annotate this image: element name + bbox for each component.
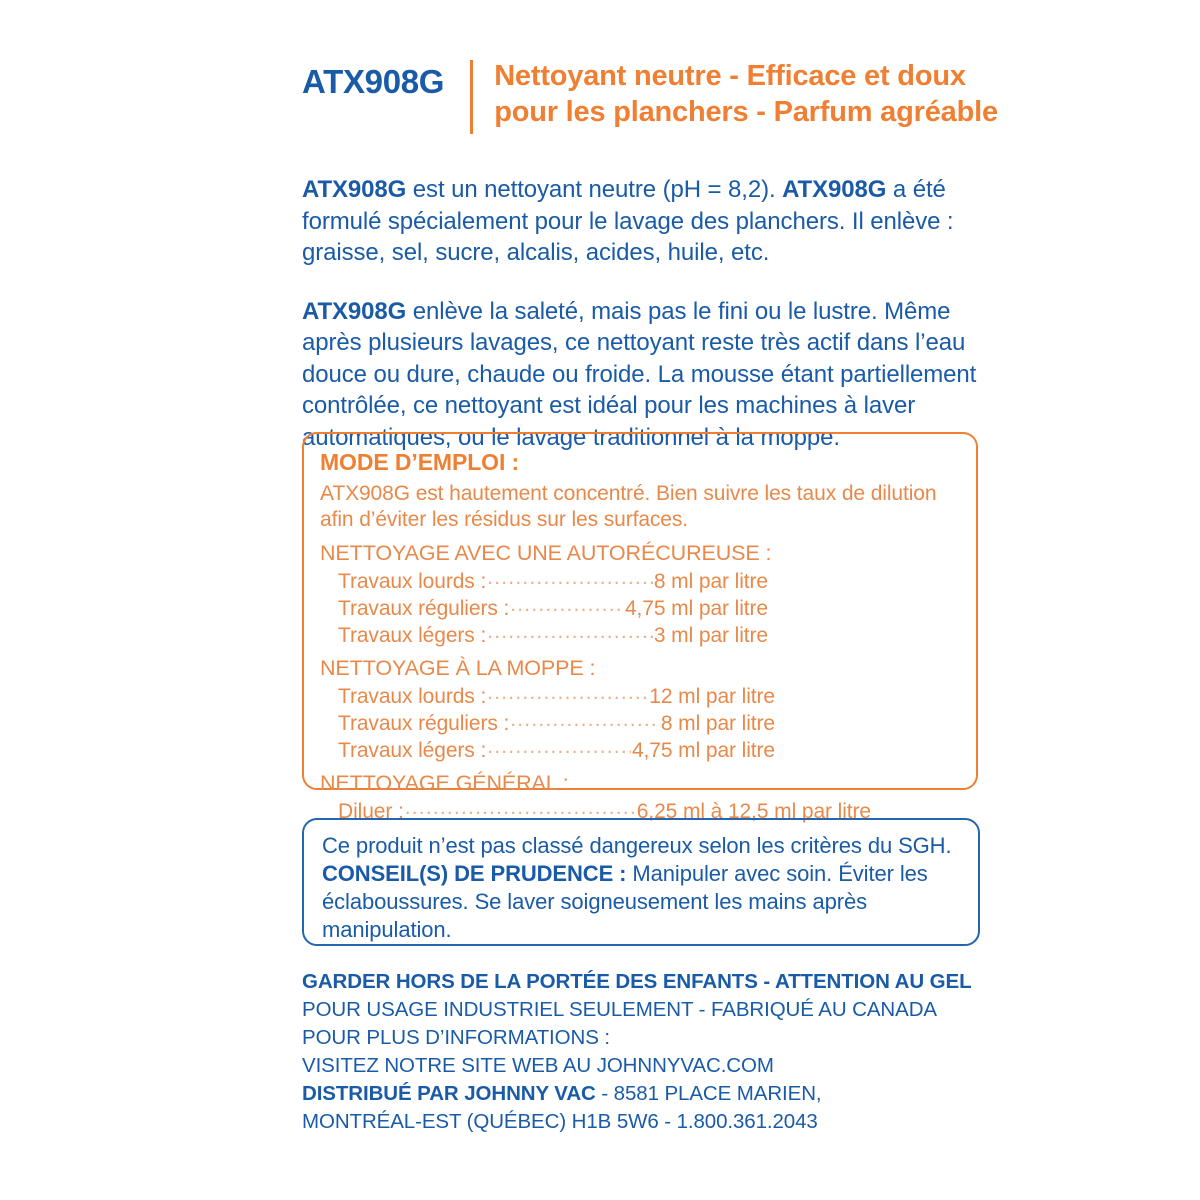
section-heading-mop: NETTOYAGE À LA MOPPE :: [320, 656, 596, 680]
dilution-row: [338, 682, 775, 709]
dilution-value: 4,75 ml par litre: [631, 739, 775, 762]
description-paragraph-2: [302, 296, 980, 454]
leader-dots: [510, 709, 660, 730]
dilution-label: Diluer :: [338, 800, 404, 823]
footer-website: VISITEZ NOTRE SITE WEB AU JOHNNYVAC.COM: [302, 1054, 774, 1077]
dilution-row: [338, 567, 768, 594]
safety-box: [302, 818, 980, 946]
description-paragraph-1: [302, 174, 974, 269]
footer-city-phone: MONTRÉAL-EST (QUÉBEC) H1B 5W6 - 1.800.361.2043: [302, 1110, 818, 1133]
distributor-address: - 8581 PLACE MARIEN,: [595, 1082, 822, 1105]
dilution-value: 3 ml par litre: [653, 624, 768, 647]
dilution-label: Travaux lourds :: [338, 570, 487, 593]
dilution-value: 8 ml par litre: [660, 712, 775, 735]
product-title: [494, 58, 1014, 130]
dilution-label: Travaux lourds :: [338, 685, 487, 708]
leader-dots: [487, 621, 653, 642]
instructions-intro: ATX908G est hautement concentré. Bien suivre les taux de dilution afin d’éviter les résidus sur les surfaces.: [320, 482, 937, 531]
dilution-label: Travaux légers :: [338, 624, 487, 647]
label-header: [0, 0, 1200, 134]
paragraph1-end: a été formulé spécialement pour le lavage des planchers. Il enlève : graisse, sel, sucre, alcalis, acides, huile, etc.: [302, 176, 954, 266]
inline-product-code-1: ATX908G: [302, 176, 407, 203]
paragraph2-text: enlève la saleté, mais pas le fini ou le lustre. Même après plusieurs lavages, ce nettoyant reste très actif dans l’eau douce ou dure, chaude ou froide. La mousse étant partiellement contrôlée, ce nettoyant est idéal pour les machines à laver automatiques, ou le lavage traditionnel à la moppe.: [302, 297, 977, 451]
footer-more-info: POUR PLUS D’INFORMATIONS :: [302, 1026, 610, 1049]
dilution-row: [338, 621, 768, 648]
leader-dots: [487, 682, 648, 703]
dilution-value: 8 ml par litre: [653, 570, 768, 593]
leader-dots: [487, 736, 631, 757]
paragraph1-mid: est un nettoyant neutre (pH = 8,2).: [406, 176, 783, 203]
leader-dots: [510, 594, 624, 615]
section-heading-autoscrubber: NETTOYAGE AVEC UNE AUTORÉCUREUSE :: [320, 541, 772, 565]
dilution-label: Travaux réguliers :: [338, 712, 510, 735]
dilution-row: [338, 709, 775, 736]
dilution-row: [338, 594, 768, 621]
footer-distributor: [302, 1080, 1002, 1108]
instructions-title: MODE D’EMPLOI :: [320, 449, 520, 475]
leader-dots: [405, 797, 636, 818]
dilution-value: 6,25 ml à 12,5 ml par litre: [636, 800, 871, 823]
precaution-body: Manipuler avec soin. Éviter les éclaboussures. Se laver soigneusement les mains après manipulation.: [322, 861, 928, 942]
dilution-label: Travaux légers :: [338, 739, 487, 762]
instructions-box: [302, 432, 978, 823]
footer-warning: GARDER HORS DE LA PORTÉE DES ENFANTS - ATTENTION AU GEL: [302, 970, 972, 993]
dilution-row: [338, 736, 775, 763]
product-title-line1: Nettoyant neutre - Efficace et doux: [494, 60, 966, 92]
description-section: [0, 174, 977, 453]
footer-usage: POUR USAGE INDUSTRIEL SEULEMENT - FABRIQUÉ AU CANADA: [302, 998, 937, 1021]
product-code: ATX908G: [302, 63, 445, 100]
inline-product-code-2: ATX908G: [782, 176, 887, 203]
dilution-label: Travaux réguliers :: [338, 597, 510, 620]
vertical-divider-icon: [470, 60, 473, 134]
dilution-value: 12 ml par litre: [649, 685, 775, 708]
product-title-line2: pour les planchers - Parfum agréable: [494, 96, 998, 128]
dilution-list-mop: [320, 682, 956, 763]
inline-product-code-3: ATX908G: [302, 297, 407, 325]
label-footer: [302, 968, 1002, 1136]
dilution-value: 4,75 ml par litre: [624, 597, 768, 620]
leader-dots: [487, 567, 653, 588]
safety-statement: [322, 832, 960, 944]
dilution-list-autoscrubber: [320, 567, 956, 648]
safety-line-1: Ce produit n’est pas classé dangereux selon les critères du SGH.: [322, 833, 952, 858]
precaution-heading: CONSEIL(S) DE PRUDENCE :: [322, 861, 627, 886]
distributor-name: DISTRIBUÉ PAR JOHNNY VAC: [302, 1082, 596, 1105]
section-heading-general: NETTOYAGE GÉNÉRAL :: [320, 771, 569, 795]
